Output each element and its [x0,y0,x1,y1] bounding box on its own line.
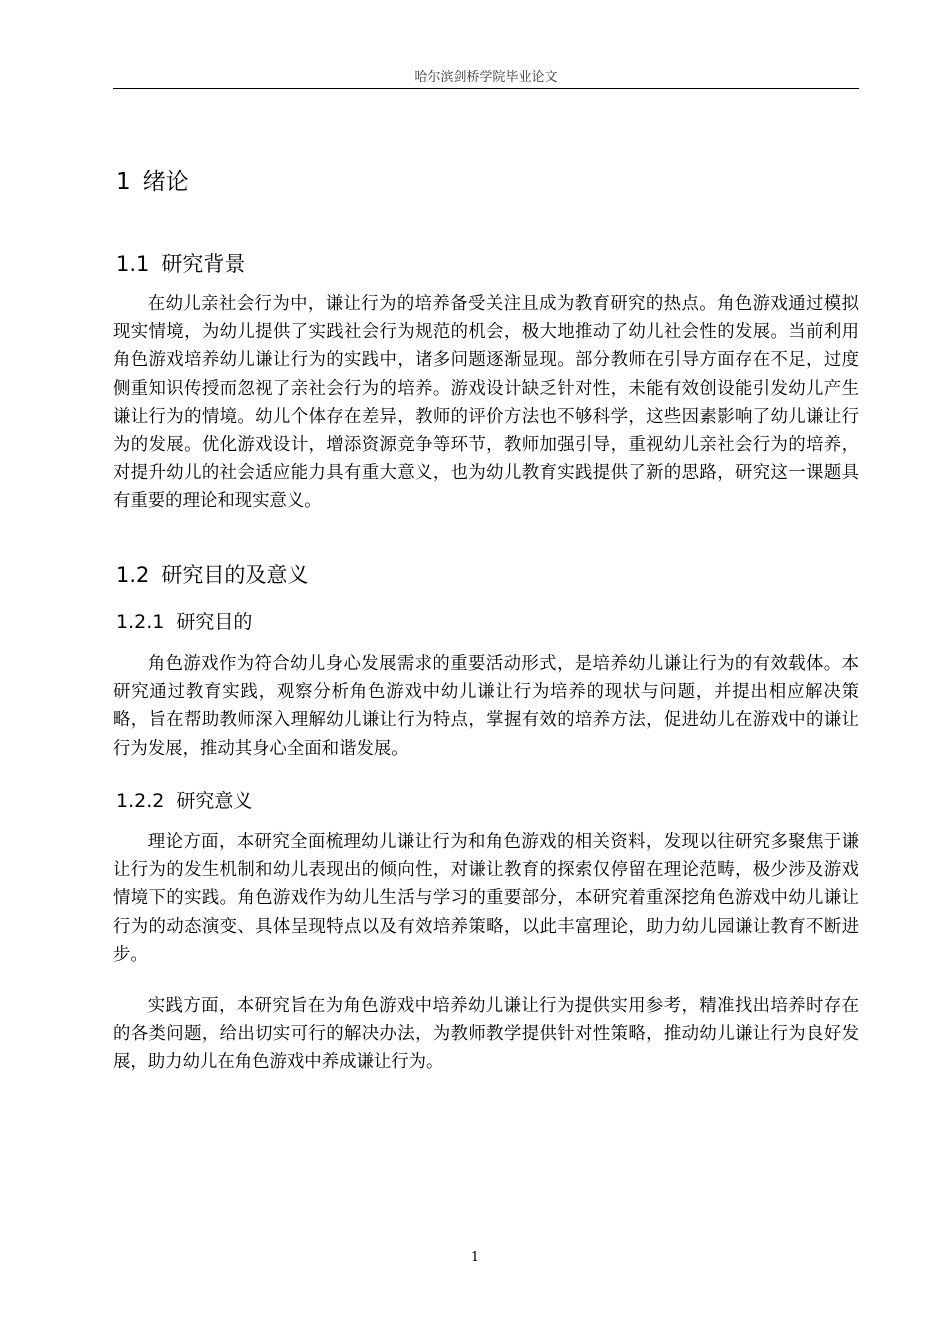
section-title: 研究目的及意义 [161,563,309,587]
section-number: 1.2 [116,563,150,587]
subsection-heading-1-2-2 [116,786,252,813]
subsection-heading-1-2-1 [116,607,252,634]
subsection-number: 1.2.1 [116,611,165,633]
subsection-number: 1.2.2 [116,790,165,812]
subsection-title: 研究意义 [176,790,253,812]
section-title: 研究背景 [161,252,246,276]
running-header: 哈尔滨剑桥学院毕业论文 [414,70,558,85]
chapter-title: 绪论 [142,169,189,195]
header-rule [113,88,859,89]
paragraph-significance-theory: 理论方面，本研究全面梳理幼儿谦让行为和角色游戏的相关资料，发现以往研究多聚焦于谦让行为的发生机制和幼儿表现出的倾向性，对谦让教育的探索仅停留在理论范畴，极少涉及游戏情境下的实践。角色游戏作为幼儿生活与学习的重要部分，本研究着重深挖角色游戏中幼儿谦让行为的动态演变、具体呈现特点以及有效培养策略，以此丰富理论，助力幼儿园谦让教育不断进步。 [113,832,859,965]
chapter-number: 1 [116,169,131,195]
chapter-heading [116,163,189,196]
paragraph-significance-practice: 实践方面，本研究旨在为角色游戏中培养幼儿谦让行为提供实用参考，精准找出培养时存在的各类问题，给出切实可行的解决办法，为教师教学提供针对性策略，推动幼儿谦让行为良好发展，助力幼儿在角色游戏中养成谦让行为。 [113,996,859,1073]
section-number: 1.1 [116,252,150,276]
paragraph-background: 在幼儿亲社会行为中，谦让行为的培养备受关注且成为教育研究的热点。角色游戏通过模拟现实情境，为幼儿提供了实践社会行为规范的机会，极大地推动了幼儿社会性的发展。当前利用角色游戏培养幼儿谦让行为的实践中，诸多问题逐渐显现。部分教师在引导方面存在不足，过度侧重知识传授而忽视了亲社会行为的培养。游戏设计缺乏针对性，未能有效创设能引发幼儿产生谦让行为的情境。幼儿个体存在差异，教师的评价方法也不够科学，这些因素影响了幼儿谦让行为的发展。优化游戏设计，增添资源竞争等环节，教师加强引导，重视幼儿亲社会行为的培养，对提升幼儿的社会适应能力具有重大意义，也为幼儿教育实践提供了新的思路，研究这一课题具有重要的理论和现实意义。 [113,294,859,512]
page-number: 1 [470,1250,480,1265]
section-heading-1-1 [116,248,245,278]
paragraph-purpose: 角色游戏作为符合幼儿身心发展需求的重要活动形式，是培养幼儿谦让行为的有效载体。本研究通过教育实践，观察分析角色游戏中幼儿谦让行为培养的现状与问题，并提出相应解决策略，旨在帮助教师深入理解幼儿谦让行为特点，掌握有效的培养方法，促进幼儿在游戏中的谦让行为发展，推动其身心全面和谐发展。 [113,654,859,759]
subsection-title: 研究目的 [176,611,253,633]
section-heading-1-2 [116,559,308,589]
